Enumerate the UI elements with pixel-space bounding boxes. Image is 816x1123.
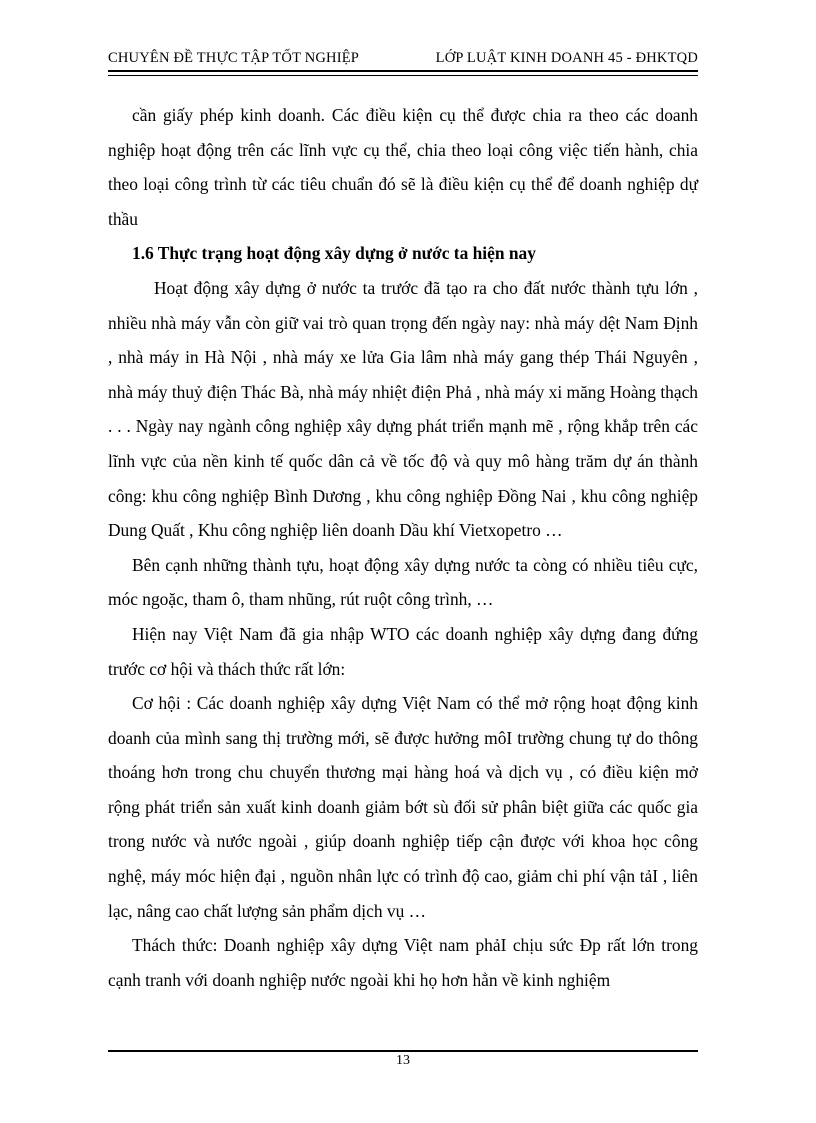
section-heading: 1.6 Thực trạng hoạt động xây dựng ở nước ta hiện nay [132, 243, 536, 264]
header-left-title: CHUYÊN ĐỀ THỰC TẬP TỐT NGHIỆP [108, 50, 360, 66]
header-divider [108, 75, 698, 76]
header-right-title: LỚP LUẬT KINH DOANH 45 - ĐHKTQD [435, 50, 698, 66]
paragraph-5: Cơ hội : Các doanh nghiệp xây dựng Việt Nam có thể mở rộng hoạt động kinh doanh của mình sang thị trường mới, sẽ được hưởng môI trường chung tự do thông thoáng hơn trong chu chuyển thương mại hàng hoá và dịch vụ , có điều kiện mở rộng phát triển sản xuất kinh doanh giảm bớt sù đối sử phân biệt giữa các quốc gia trong nước và nước ngoài , giúp doanh nghiệp tiếp cận được với khoa học công nghệ, máy móc hiện đại , nguồn nhân lực có trình độ cao, giảm chi phí vận tảI , liên lạc, nâng cao chất lượng sản phẩm dịch vụ … [108, 693, 698, 921]
paragraph-3: Bên cạnh những thành tựu, hoạt động xây dựng nước ta còng có nhiều tiêu cực, móc ngoặc, tham ô, tham nhũng, rút ruột công trình, … [108, 554, 698, 610]
footer-divider [108, 1050, 698, 1052]
document-body [108, 98, 698, 997]
page-header [108, 50, 698, 72]
paragraph-2: Hoạt động xây dựng ở nước ta trước đã tạo ra cho đất nước thành tựu lớn , nhiều nhà máy vẫn còn giữ vai trò quan trọng đến ngày nay: nhà máy dệt Nam Định , nhà máy in Hà Nội , nhà máy xe lửa Gia lâm nhà máy gang thép Thái Nguyên , nhà máy thuỷ điện Thác Bà, nhà máy nhiệt điện Phả , nhà máy xi măng Hoàng thạch . . . Ngày nay ngành công nghiệp xây dựng phát triển mạnh mẽ , rộng khắp trên các lĩnh vực của nền kinh tế quốc dân cả về tốc độ và quy mô hàng trăm dự án thành công: khu công nghiệp Bình Dương , khu công nghiệp Đồng Nai , khu công nghiệp Dung Quất , Khu công nghiệp liên doanh Dầu khí Vietxopetro … [108, 277, 698, 541]
paragraph-6: Thách thức: Doanh nghiệp xây dựng Việt nam phảI chịu sức Ðp rất lớn trong cạnh tranh với doanh nghiệp nước ngoài khi họ hơn hẳn về kinh nghiệm [108, 935, 698, 990]
paragraph-1: cần giấy phép kinh doanh. Các điều kiện cụ thể được chia ra theo các doanh nghiệp hoạt động trên các lĩnh vực cụ thể, chia theo loại công việc tiến hành, chia theo loại công trình từ các tiêu chuẩn đó sẽ là điều kiện cụ thể để doanh nghiệp dự thầu [108, 105, 698, 229]
page-number: 13 [396, 1053, 410, 1068]
paragraph-4: Hiện nay Việt Nam đã gia nhập WTO các doanh nghiệp xây dựng đang đứng trước cơ hội và thách thức rất lớn: [108, 623, 698, 679]
